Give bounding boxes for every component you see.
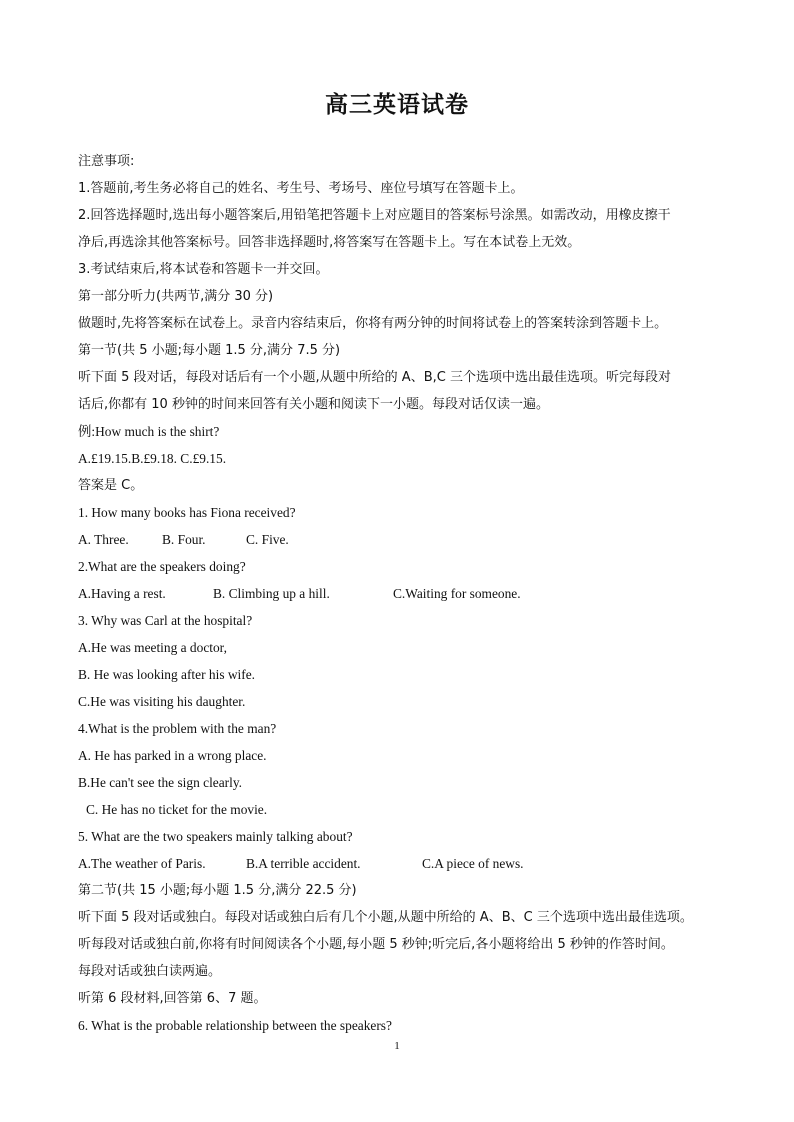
material-6-heading: 听第 6 段材料,回答第 6、7 题。 [78,991,267,1006]
section2-instruction-line-1: 听下面 5 段对话或独白。每段对话或独白后有几个小题,从题中所给的 A、B、C 三个选项中选出最佳选项。 [78,910,693,925]
option-b: B.A terrible accident. [246,856,361,871]
option-b: B. Four. [162,532,206,547]
option-c: C.Waiting for someone. [393,586,521,601]
question-1-options [78,526,718,553]
section1-instruction-line-2: 话后,你都有 10 秒钟的时间来回答有关小题和阅读下一小题。每段对话仅读一遍。 [78,397,549,412]
question-3-option-c: C.He was visiting his daughter. [78,694,246,709]
option-b: B. Climbing up a hill. [213,586,330,601]
question-4-option-c: C. He has no ticket for the movie. [86,802,268,817]
question-4: 4.What is the problem with the man? [78,721,277,736]
question-5-options [78,850,718,877]
example-question: 例:How much is the shirt? [78,424,220,439]
notes-item-2-line-2: 净后,再选涂其他答案标号。回答非选择题时,将答案写在答题卡上。写在本试卷上无效。 [78,235,581,250]
question-3: 3. Why was Carl at the hospital? [78,613,253,628]
example-options: A.£19.15.B.£9.18. C.£9.15. [78,451,227,466]
section1-heading: 第一节(共 5 小题;每小题 1.5 分,满分 7.5 分) [78,343,341,358]
question-5: 5. What are the two speakers mainly talking about? [78,829,353,844]
section2-instruction-line-3: 每段对话或独白读两遍。 [78,964,222,979]
option-a: A. Three. [78,532,129,547]
option-c: C.A piece of news. [422,856,524,871]
question-1: 1. How many books has Fiona received? [78,505,296,520]
part1-instruction: 做题时,先将答案标在试卷上。录音内容结束后，你将有两分钟的时间将试卷上的答案转涂到答题卡上。 [78,316,668,331]
notes-item-2-line-1: 2.回答选择题时,选出每小题答案后,用铅笔把答题卡上对应题目的答案标号涂黑。如需改动，用橡皮擦干 [78,208,671,223]
section1-instruction-line-1: 听下面 5 段对话，每段对话后有一个小题,从题中所给的 A、B,C 三个选项中选出最佳选项。听完每段对 [78,370,671,385]
notes-item-3: 3.考试结束后,将本试卷和答题卡一并交回。 [78,262,329,277]
question-3-option-b: B. He was looking after his wife. [78,667,256,682]
part1-heading: 第一部分听力(共两节,满分 30 分) [78,289,274,304]
option-a: A.Having a rest. [78,586,166,601]
question-2-options [78,580,718,607]
example-answer: 答案是 C。 [78,478,144,493]
section2-instruction-line-2: 听每段对话或独白前,你将有时间阅读各个小题,每小题 5 秒钟;听完后,各小题将给出 5 秒钟的作答时间。 [78,937,674,952]
notes-heading: 注意事项: [78,154,135,169]
question-6: 6. What is the probable relationship between the speakers? [78,1018,392,1033]
section2-heading: 第二节(共 15 小题;每小题 1.5 分,满分 22.5 分) [78,883,357,898]
question-4-option-b: B.He can't see the sign clearly. [78,775,243,790]
option-a: A.The weather of Paris. [78,856,206,871]
page-number: 1 [394,1040,400,1052]
option-c: C. Five. [246,532,289,547]
notes-item-1: 1.答题前,考生务必将自己的姓名、考生号、考场号、座位号填写在答题卡上。 [78,181,524,196]
exam-body [78,148,718,1039]
question-4-option-a: A. He has parked in a wrong place. [78,748,267,763]
question-3-option-a: A.He was meeting a doctor, [78,640,227,655]
question-2: 2.What are the speakers doing? [78,559,246,574]
page-title: 高三英语试卷 [325,92,469,118]
